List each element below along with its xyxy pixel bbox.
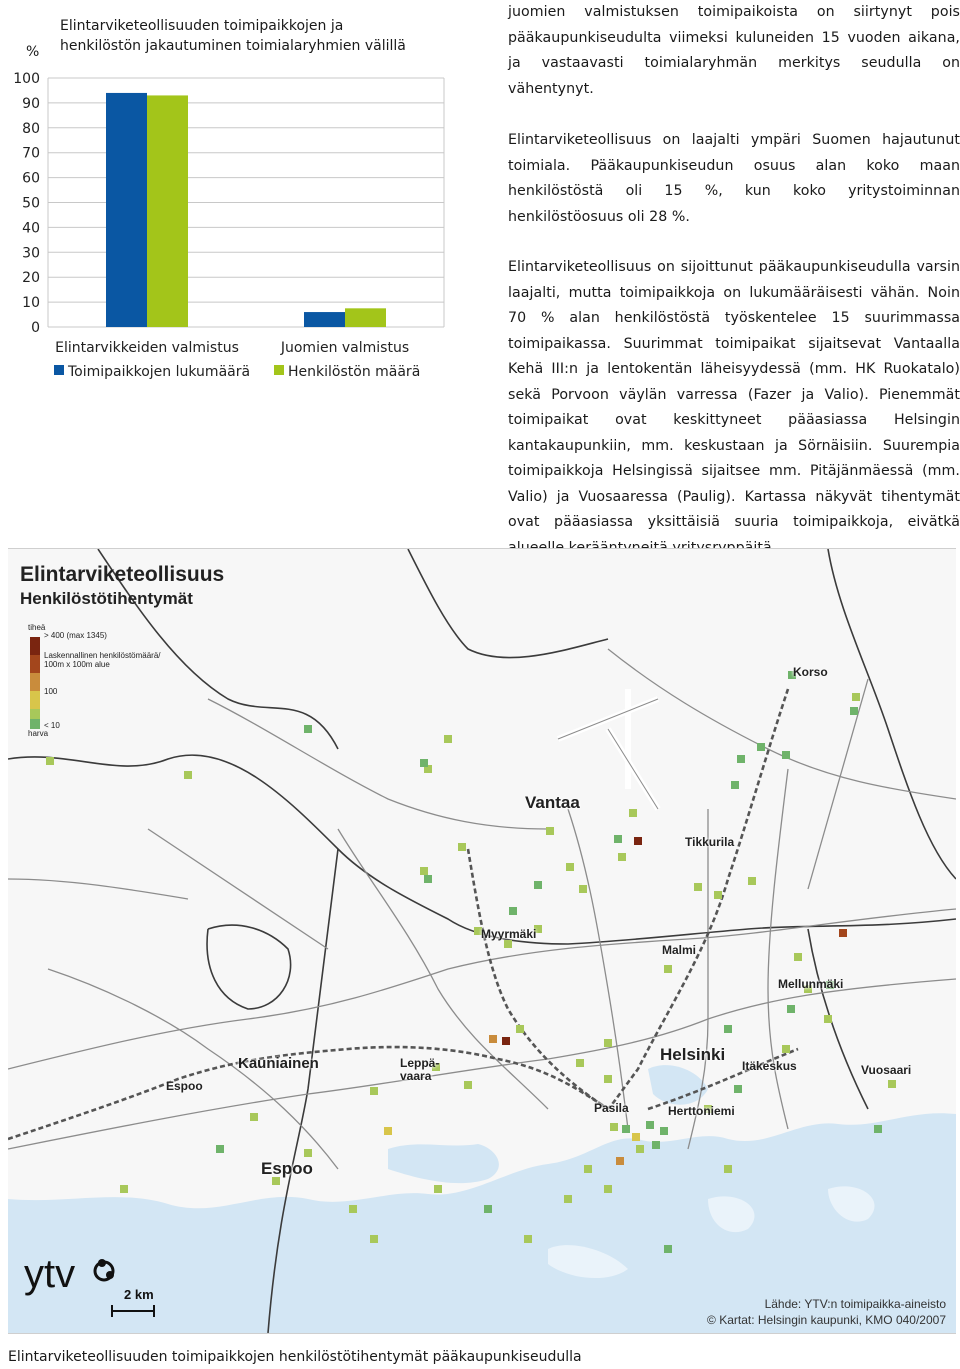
density-square: [576, 1059, 584, 1067]
density-square: [724, 1025, 732, 1033]
y-axis-label: %: [26, 44, 40, 60]
legend-label: Henkilöstön määrä: [288, 364, 421, 380]
y-tick-label: 60: [22, 170, 40, 187]
density-square: [888, 1080, 896, 1088]
density-square: [839, 929, 847, 937]
map-legend: [30, 637, 40, 729]
density-map: [8, 548, 956, 1334]
map-title: Elintarviketeollisuus: [20, 563, 225, 586]
density-square: [566, 863, 574, 871]
ytv-logo-mark: [22, 1249, 122, 1299]
density-square: [604, 1075, 612, 1083]
density-square: [216, 1145, 224, 1153]
density-square: [632, 1133, 640, 1141]
bar: [106, 93, 147, 327]
figure-caption: Elintarviketeollisuuden toimipaikkojen henkilöstötihentymät pääkaupunkiseudulla: [8, 1349, 582, 1365]
density-square: [424, 875, 432, 883]
density-square: [664, 1245, 672, 1253]
density-square: [622, 1125, 630, 1133]
place-helsinki: Helsinki: [660, 1045, 726, 1064]
place-espoo: Espoo: [261, 1159, 313, 1178]
density-square: [504, 940, 512, 948]
legend-bottom-label: harva: [28, 729, 49, 738]
density-square: [349, 1205, 357, 1213]
density-square: [616, 1157, 624, 1165]
density-square: [546, 827, 554, 835]
paragraph-3: Elintarviketeollisuus on sijoittunut pääkaupunkiseudulla varsin laajalti, mutta toimipaikkoja on lukumääräisesti vähän. Noin 70 % alan henkilöstöstä työskentelee 15 suurimmassa toimipaikassa. Suurimmat toimipaikat sijaitsevat Vantaalla Kehä III:n ja lentokentän läheisyydessä (mm. HK Ruokatalo) sekä Porvoon väylän varressa (Fazer ja Valio). Pienemmät toimipaikat ovat keskittyneet pääasiassa Helsingin kantakaupunkiin, mm. keskustaan ja Sörnäisiin. Suurempia toimipaikkoja Helsingissä sijaitsee mm. Pitäjänmäessä (mm. Valio) ja Vuosaaressa (Paulig). Kartassa näkyvät tihentymät ovat pääasiassa yksittäisiä suuria toimipaikkoja, eivätkä: [508, 259, 960, 530]
place-vuosaari: Vuosaari: [861, 1063, 912, 1077]
paragraph-2: Elintarviketeollisuus on laajalti ympäri Suomen hajautunut toimiala. Pääkaupunkiseudun osuus alan koko maan henkilöstöstä oli 15 %, kun koko yritystoiminnan henkilöstöosuus oli 28 %.: [508, 132, 960, 225]
y-tick-label: 50: [22, 195, 40, 212]
density-square: [516, 1025, 524, 1033]
density-square: [694, 883, 702, 891]
density-square: [604, 1185, 612, 1193]
airport-runways: [558, 689, 658, 809]
ytv-logo: [22, 1249, 122, 1303]
density-square: [660, 1127, 668, 1135]
density-square: [652, 1141, 660, 1149]
density-square: [737, 755, 745, 763]
place-kauniainen: Kauniainen: [238, 1055, 319, 1072]
source-line-2: © Kartat: Helsingin kaupunki, KMO 040/2007: [707, 1313, 946, 1327]
legend-swatch: [54, 365, 64, 375]
density-square: [850, 707, 858, 715]
density-square: [304, 1149, 312, 1157]
y-tick-label: 40: [22, 220, 40, 237]
density-square: [564, 1195, 572, 1203]
paragraph-1: juomien valmistuksen toimipaikoista on siirtynyt pois pääkaupunkiseudulta viimeksi kuluneiden 15 vuoden aikana, ja vastaavasti toimialaryhmän merkitys seudulla on vähentynyt.: [508, 4, 960, 97]
bar: [147, 95, 188, 327]
place-itakeskus: Itäkeskus: [742, 1059, 797, 1073]
density-square: [184, 771, 192, 779]
density-square: [420, 867, 428, 875]
y-tick-label: 100: [13, 71, 40, 87]
svg-text:ytv: ytv: [24, 1252, 76, 1296]
density-square: [748, 877, 756, 885]
density-square: [250, 1113, 258, 1121]
x-category-label: Elintarvikkeiden valmistus: [55, 340, 239, 356]
density-square: [304, 725, 312, 733]
place-espoo-centre: Espoo: [166, 1079, 203, 1093]
place-pasila: Pasila: [594, 1101, 629, 1115]
density-square: [604, 1039, 612, 1047]
place-myyrmaki: Myyrmäki: [481, 927, 537, 941]
legend-swatch: [274, 365, 284, 375]
density-square: [731, 781, 739, 789]
density-square: [444, 735, 452, 743]
legend-mid-label: 100: [44, 687, 58, 696]
legend-label: Toimipaikkojen lukumäärä: [68, 364, 251, 380]
road-network: [8, 649, 956, 1169]
place-malmi: Malmi: [662, 943, 697, 957]
place-vantaa: Vantaa: [525, 793, 580, 812]
density-square: [782, 1045, 790, 1053]
source-line-1: Lähde: YTV:n toimipaikka-aineisto: [764, 1297, 946, 1311]
y-tick-label: 20: [22, 270, 40, 287]
place-herttoniemi: Herttoniemi: [668, 1104, 735, 1118]
density-square: [370, 1087, 378, 1095]
density-square: [524, 1235, 532, 1243]
chart-canvas: [0, 0, 480, 400]
density-square: [714, 891, 722, 899]
density-square: [646, 1121, 654, 1129]
y-tick-label: 10: [22, 295, 40, 312]
y-tick-label: 90: [22, 95, 40, 112]
density-square: [757, 743, 765, 751]
map-subtitle: Henkilöstötihentymät: [20, 589, 193, 608]
density-square: [534, 881, 542, 889]
density-square: [484, 1205, 492, 1213]
bar: [304, 312, 345, 327]
density-square: [464, 1081, 472, 1089]
y-tick-label: 0: [31, 320, 40, 336]
density-square: [384, 1127, 392, 1135]
density-square: [629, 809, 637, 817]
density-square: [787, 1005, 795, 1013]
place-mellunmaki: Mellunmäki: [778, 977, 844, 991]
density-square: [370, 1235, 378, 1243]
density-square: [618, 853, 626, 861]
y-tick-label: 30: [22, 245, 40, 262]
density-square: [509, 907, 517, 915]
density-square: [579, 885, 587, 893]
density-square: [636, 1145, 644, 1153]
y-tick-label: 80: [22, 120, 40, 137]
density-square: [458, 843, 466, 851]
legend-max-label: > 400 (max 1345): [44, 631, 107, 640]
sea-area: [388, 1144, 499, 1183]
density-square: [420, 759, 428, 767]
legend-description: Laskennallinen henkilöstömäärä/ 100m x 100m alue: [44, 651, 161, 669]
place-tikkurila: Tikkurila: [685, 835, 735, 849]
density-square: [610, 1123, 618, 1131]
density-square: [584, 1165, 592, 1173]
place-korso: Korso: [793, 665, 828, 679]
density-square: [724, 1165, 732, 1173]
body-text: [508, 0, 960, 586]
density-square: [874, 1125, 882, 1133]
density-square: [664, 965, 672, 973]
legend-top-label: tiheä: [28, 623, 46, 632]
density-square: [782, 751, 790, 759]
density-square: [434, 1185, 442, 1193]
density-square: [46, 757, 54, 765]
x-category-label: Juomien valmistus: [280, 340, 410, 356]
scale-label: 2 km: [124, 1287, 154, 1302]
density-square: [489, 1035, 497, 1043]
legend-min-label: < 10: [44, 721, 60, 730]
y-tick-label: 70: [22, 145, 40, 162]
density-square: [734, 1085, 742, 1093]
place-leppavaara: Leppä- vaara: [400, 1056, 440, 1083]
density-square: [614, 835, 622, 843]
chart-title: Elintarviketeollisuuden toimipaikkojen ja henkilöstön jakautuminen toimialaryhmien välillä: [60, 18, 406, 54]
bar: [345, 308, 386, 327]
density-square: [794, 953, 802, 961]
density-square: [502, 1037, 510, 1045]
density-square: [852, 693, 860, 701]
density-square: [824, 1015, 832, 1023]
bar-chart: [0, 0, 480, 400]
density-square: [120, 1185, 128, 1193]
density-square: [634, 837, 642, 845]
